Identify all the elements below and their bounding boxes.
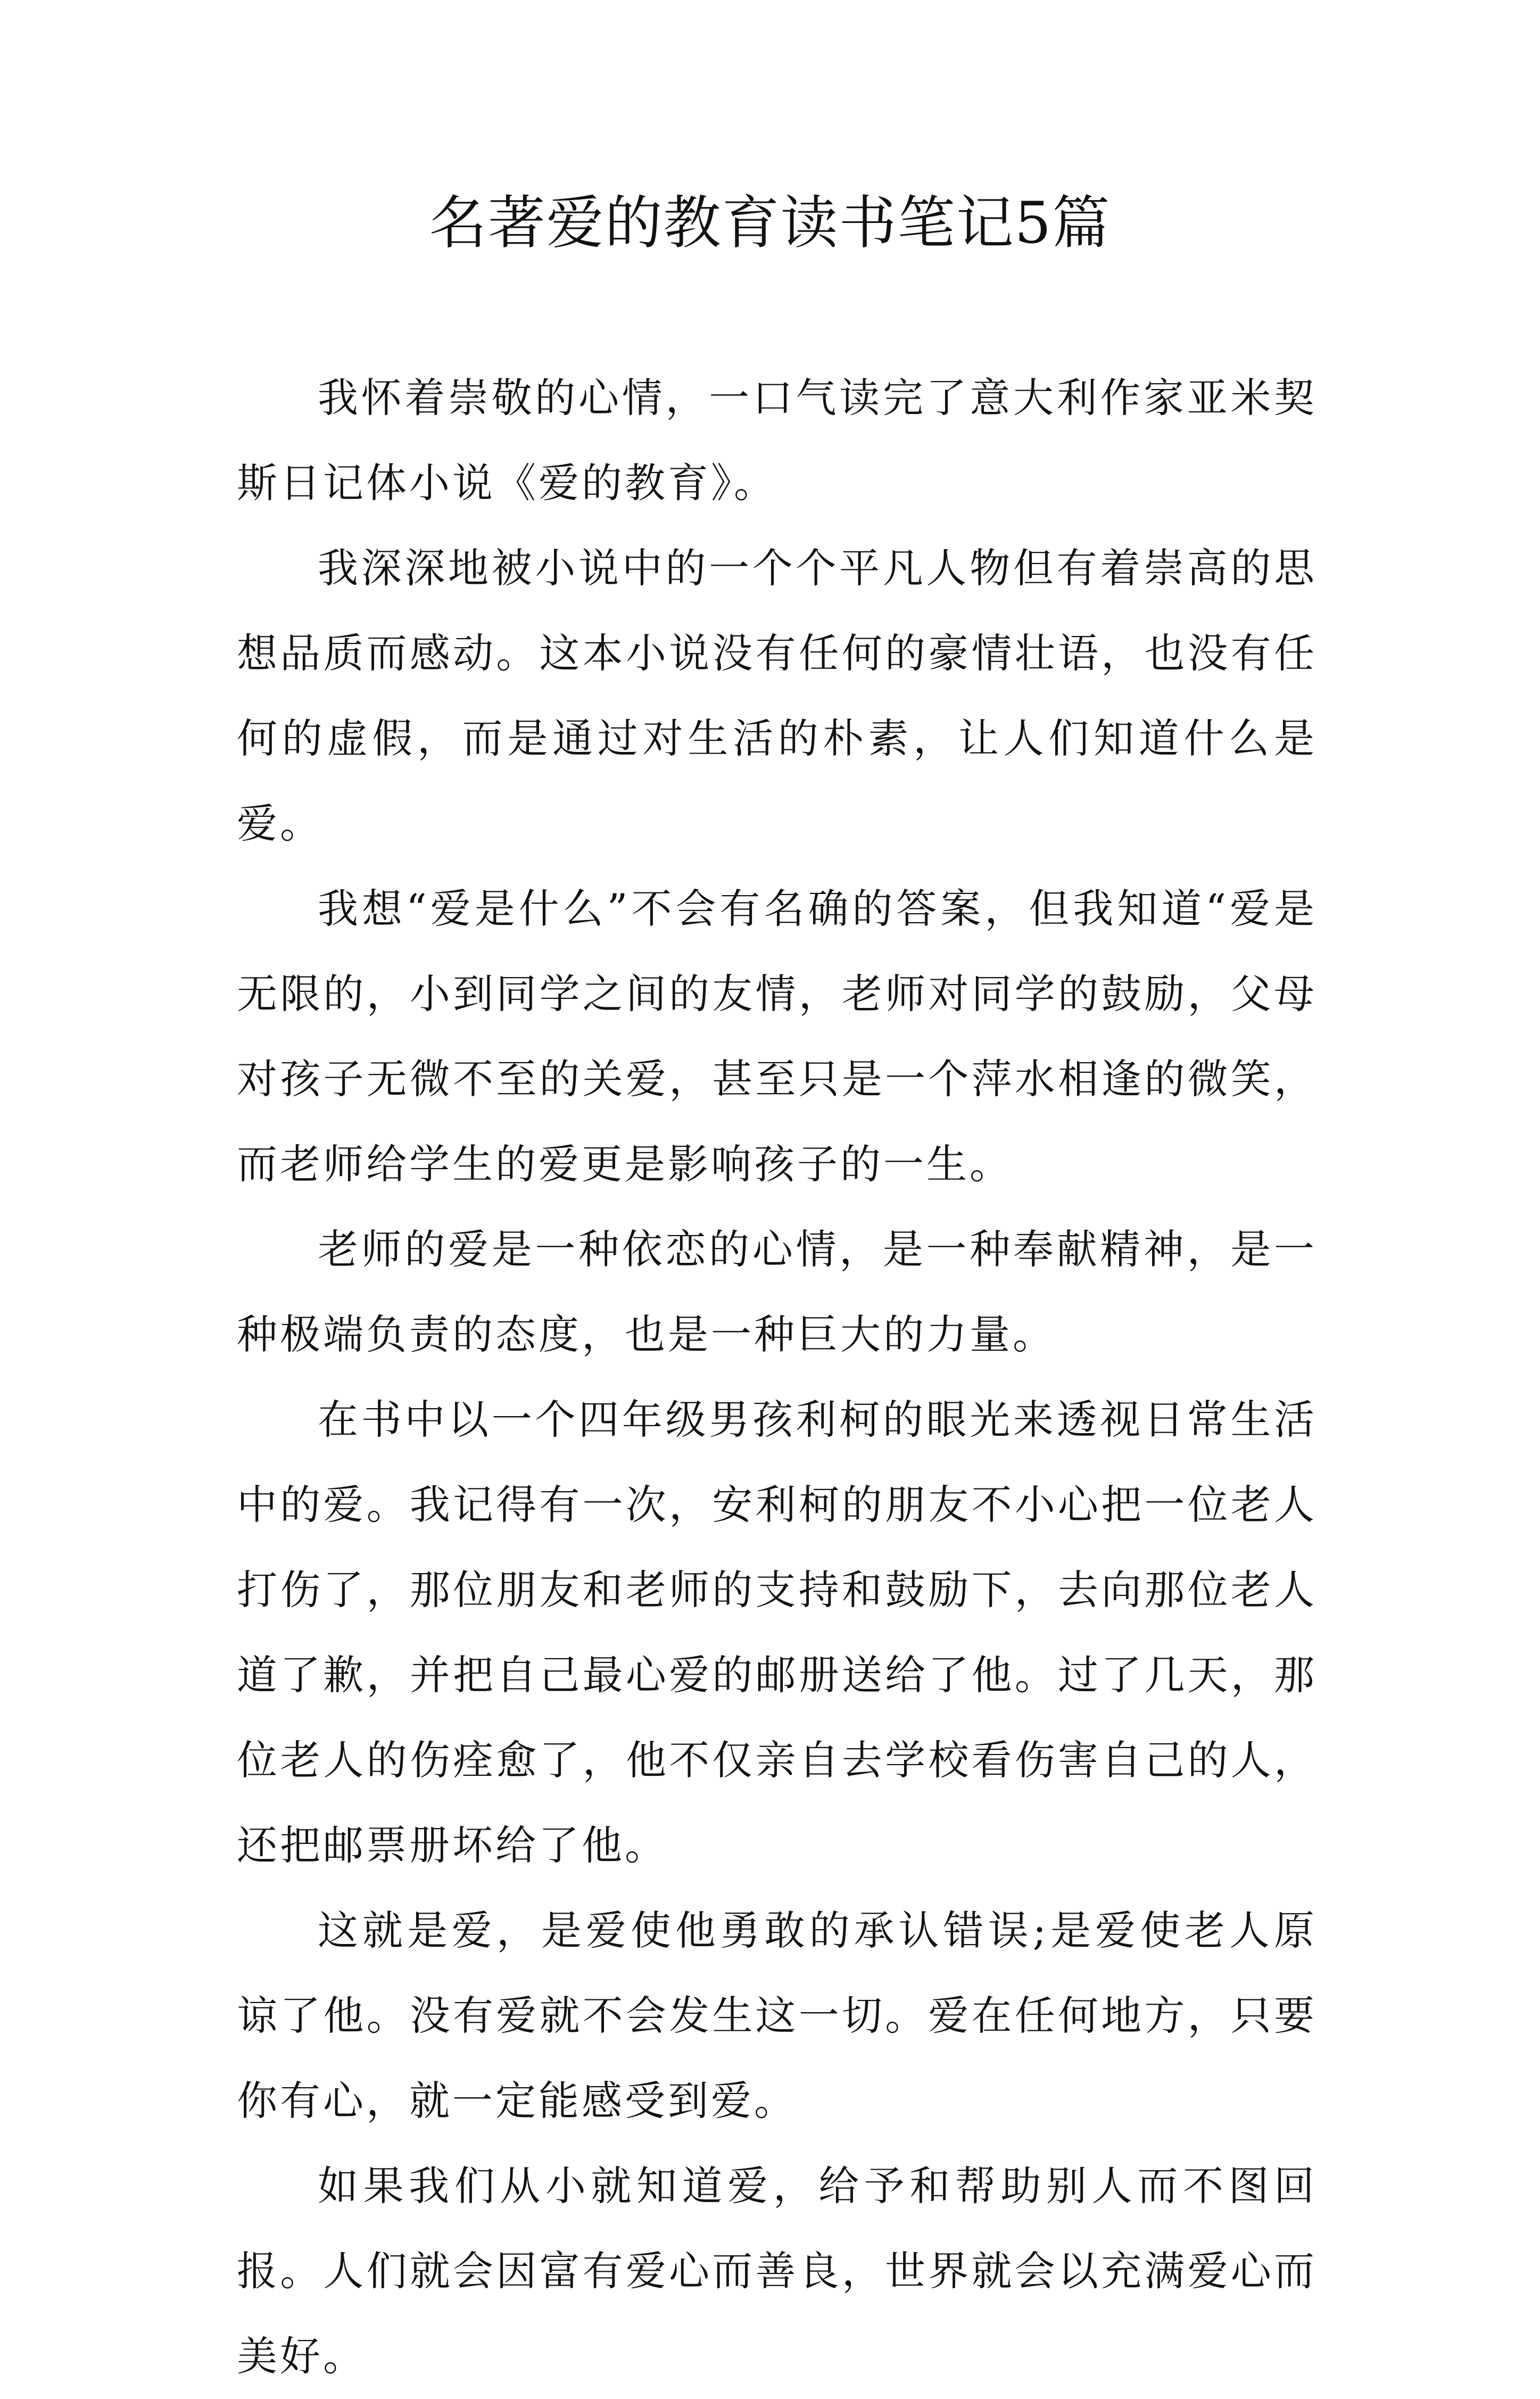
document-title: 名著爱的教育读书笔记5篇: [429, 190, 1111, 257]
paragraph-4: 老师的爱是一种依恋的心情，是一种奉献精神，是一种极端负责的态度，也是一种巨大的力量。: [237, 1226, 1317, 1358]
paragraph-1: 我怀着崇敬的心情，一口气读完了意大利作家亚米契斯日记体小说《爱的教育》。: [237, 374, 1317, 507]
paragraph-2: 我深深地被小说中的一个个平凡人物但有着崇高的思想品质而感动。这本小说没有任何的豪情壮语，也没有任何的虚假，而是通过对生活的朴素，让人们知道什么是爱。: [237, 544, 1317, 847]
paragraph-6: 这就是爱，是爱使他勇敢的承认错误;是爱使老人原谅了他。没有爱就不会发生这一切。爱在任何地方，只要你有心，就一定能感受到爱。: [237, 1907, 1317, 2124]
paragraph-3: 我想“爱是什么”不会有名确的答案，但我知道“爱是无限的，小到同学之间的友情，老师对同学的鼓励，父母对孩子无微不至的关爱，甚至只是一个萍水相逢的微笑，而老师给学生的爱更是影响孩子的一生。: [237, 885, 1317, 1188]
document-body: [237, 355, 1317, 2399]
paragraph-5: 在书中以一个四年级男孩利柯的眼光来透视日常生活中的爱。我记得有一次，安利柯的朋友不小心把一位老人打伤了，那位朋友和老师的支持和鼓励下，去向那位老人道了歉，并把自己最心爱的邮册送给了他。过了几天，那位老人的伤痊愈了，他不仅亲自去学校看伤害自己的人，还把邮票册坏给了他。: [237, 1396, 1317, 1869]
paragraph-7: 如果我们从小就知道爱，给予和帮助别人而不图回报。人们就会因富有爱心而善良，世界就会以充满爱心而美好。: [237, 2162, 1317, 2380]
